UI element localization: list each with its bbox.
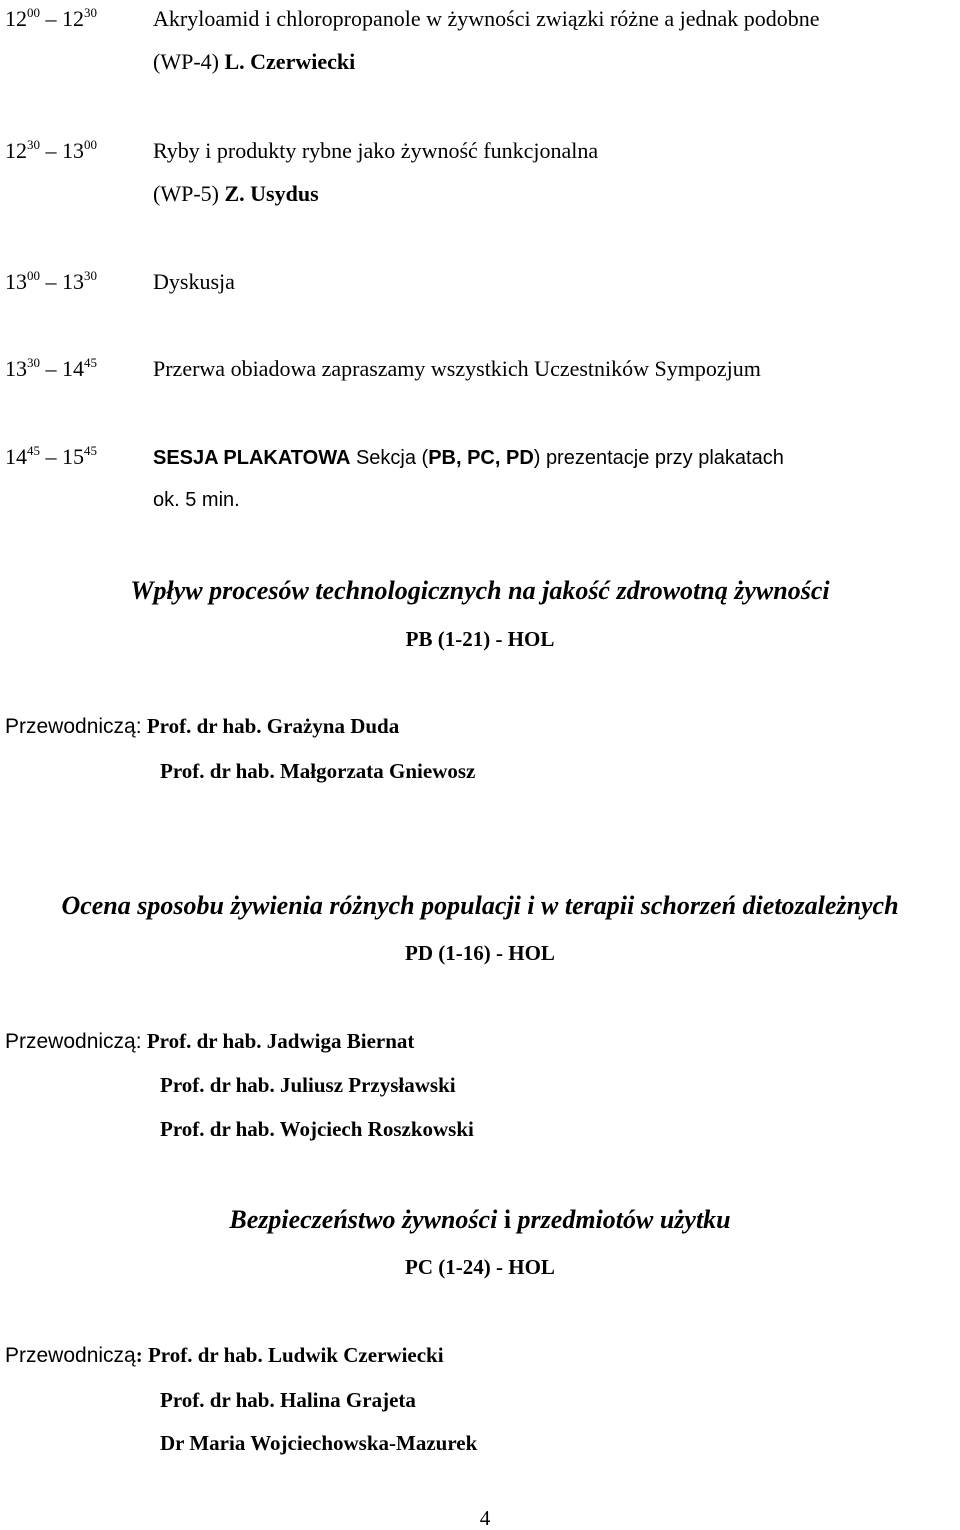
- talk-title-2: Ryby i produkty rybne jako żywność funkcjonalna: [153, 138, 599, 163]
- session-title-pb: Wpływ procesów technologicznych na jakość zdrowotną żywności: [130, 576, 830, 605]
- session-title-pc: Bezpieczeństwo żywności i przedmiotów użytku: [229, 1205, 731, 1234]
- chairs-pc-2: Prof. dr hab. Halina Grajeta: [160, 1388, 416, 1412]
- chairs-pd-3: Prof. dr hab. Wojciech Roszkowski: [160, 1117, 474, 1141]
- session-code-pc: PC (1-24) - HOL: [405, 1255, 555, 1279]
- page-number: 4: [479, 1506, 491, 1530]
- discussion-label: Dyskusja: [153, 269, 235, 294]
- chairs-pb-1: Przewodniczą: Prof. dr hab. Grażyna Duda: [5, 714, 400, 738]
- poster-session-line: SESJA PLAKATOWA Sekcja (PB, PC, PD) prezentacje przy plakatach: [153, 447, 784, 469]
- chairs-pc-3: Dr Maria Wojciechowska-Mazurek: [160, 1431, 478, 1455]
- chairs-pc-1: Przewodniczą: Prof. dr hab. Ludwik Czerwiecki: [5, 1343, 444, 1367]
- session-code-pb: PB (1-21) - HOL: [405, 627, 555, 651]
- talk-title-1: Akryloamid i chloropropanole w żywności związki różne a jednak podobne: [153, 6, 820, 31]
- session-title-pd: Ocena sposobu żywienia różnych populacji i w terapii schorzeń dietozależnych: [61, 891, 899, 920]
- chairs-pd-1: Przewodniczą: Prof. dr hab. Jadwiga Biernat: [5, 1029, 415, 1053]
- time-slot-3: $13^{00} - 13^{30}$: [5, 268, 97, 294]
- chairs-pd-2: Prof. dr hab. Juliusz Przysławski: [160, 1073, 456, 1097]
- time-slot-4: $13^{30} - 14^{45}$: [5, 355, 97, 381]
- poster-session-name: SESJA PLAKATOWA: [153, 447, 351, 469]
- talk-speaker-2: (WP-5) Z. Usydus: [153, 181, 319, 206]
- chairs-pb-2: Prof. dr hab. Małgorzata Gniewosz: [160, 759, 476, 783]
- time-slot-1: $12^{00} - 12^{30}$: [5, 5, 97, 31]
- session-code-pd: PD (1-16) - HOL: [405, 941, 555, 965]
- lunch-break-label: Przerwa obiadowa zapraszamy wszystkich Uczestników Sympozjum: [153, 356, 761, 381]
- time-slot-2: $12^{30} - 13^{00}$: [5, 137, 97, 163]
- talk-speaker-1: (WP-4) L. Czerwiecki: [153, 49, 356, 74]
- poster-duration: ok. 5 min.: [153, 489, 240, 511]
- time-slot-5: $14^{45} - 15^{45}$: [5, 443, 97, 469]
